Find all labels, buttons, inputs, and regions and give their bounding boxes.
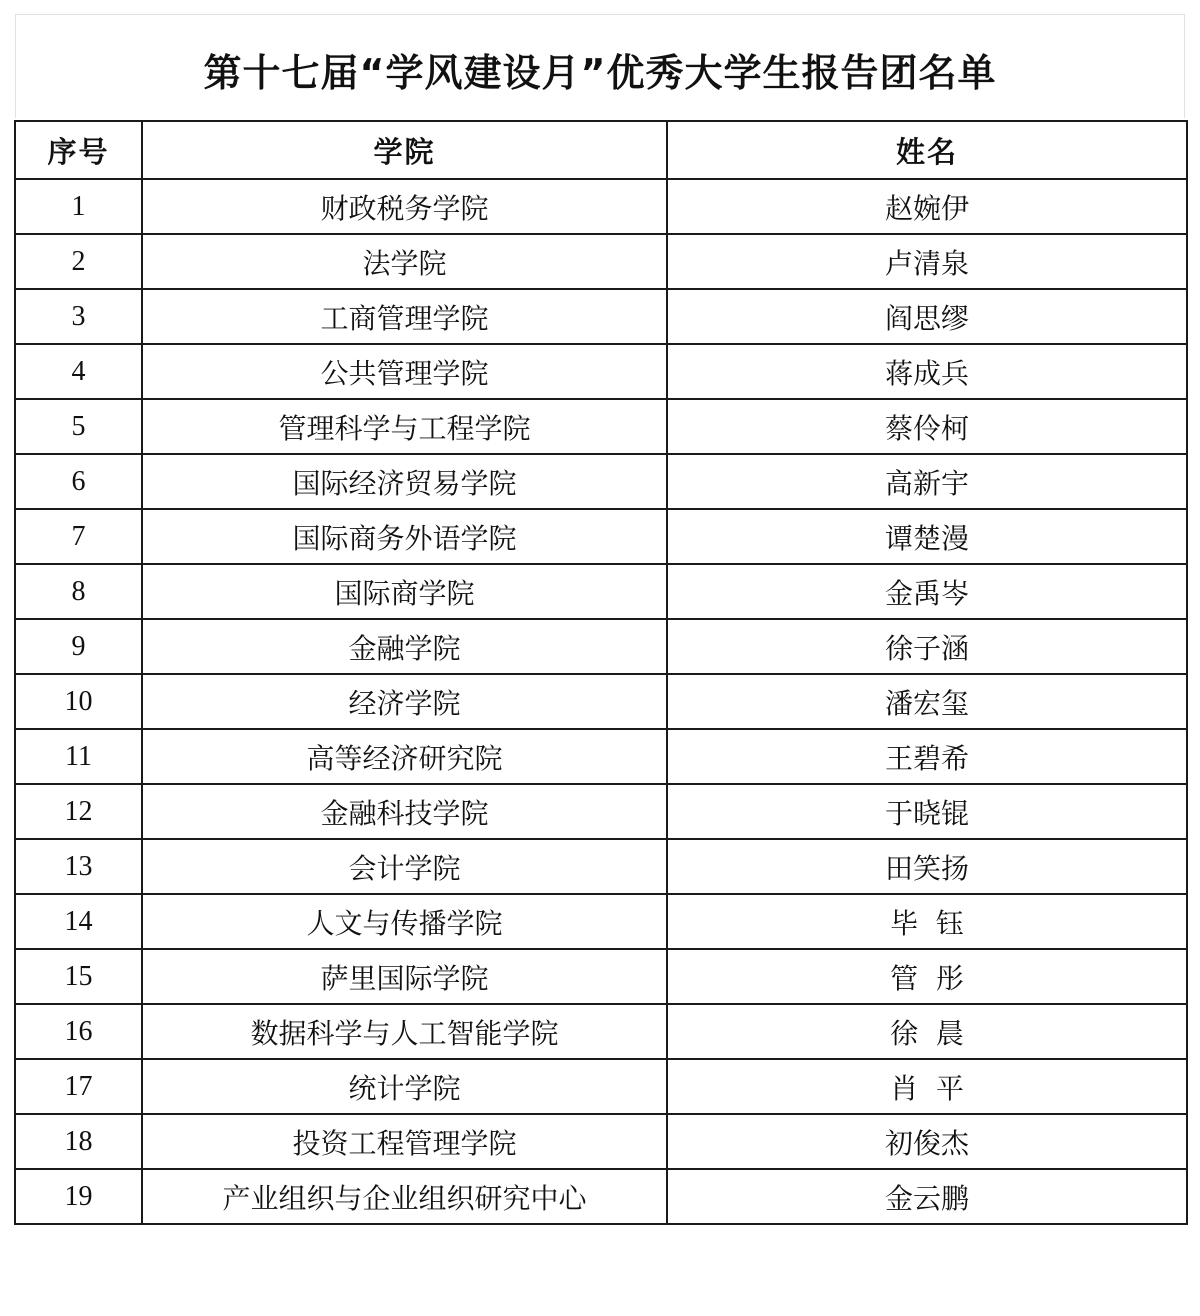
- row-name: 毕 钰: [667, 894, 1187, 949]
- row-number: 4: [15, 344, 142, 399]
- roster-table: [14, 120, 1188, 1225]
- page-title: 第十七届“学风建设月”优秀大学生报告团名单: [203, 51, 997, 95]
- row-college: 投资工程管理学院: [142, 1114, 667, 1169]
- table-row: [15, 509, 1187, 564]
- table-row: [15, 1169, 1187, 1224]
- header-name: 姓名: [667, 121, 1187, 179]
- row-number: 5: [15, 399, 142, 454]
- row-college: 国际商学院: [142, 564, 667, 619]
- row-name: 田笑扬: [667, 839, 1187, 894]
- row-college: 财政税务学院: [142, 179, 667, 234]
- table-row: [15, 729, 1187, 784]
- row-name: 阎思缪: [667, 289, 1187, 344]
- row-college: 产业组织与企业组织研究中心: [142, 1169, 667, 1224]
- row-name: 蒋成兵: [667, 344, 1187, 399]
- table-row: [15, 1004, 1187, 1059]
- row-number: 9: [15, 619, 142, 674]
- table-row: [15, 399, 1187, 454]
- table-row: [15, 674, 1187, 729]
- table-row: [15, 1059, 1187, 1114]
- row-college: 公共管理学院: [142, 344, 667, 399]
- table-row: [15, 619, 1187, 674]
- row-name: 卢清泉: [667, 234, 1187, 289]
- row-college: 法学院: [142, 234, 667, 289]
- row-name: 蔡伶柯: [667, 399, 1187, 454]
- row-name: 王碧希: [667, 729, 1187, 784]
- row-college: 管理科学与工程学院: [142, 399, 667, 454]
- row-college: 经济学院: [142, 674, 667, 729]
- table-row: [15, 839, 1187, 894]
- row-name: 肖 平: [667, 1059, 1187, 1114]
- row-number: 13: [15, 839, 142, 894]
- header-college: 学院: [142, 121, 667, 179]
- table-row: [15, 894, 1187, 949]
- table-row: [15, 454, 1187, 509]
- header-no: 序号: [15, 121, 142, 179]
- row-college: 数据科学与人工智能学院: [142, 1004, 667, 1059]
- title-box: [15, 14, 1185, 118]
- table-row: [15, 234, 1187, 289]
- row-number: 17: [15, 1059, 142, 1114]
- row-number: 16: [15, 1004, 142, 1059]
- row-college: 金融科技学院: [142, 784, 667, 839]
- table-row: [15, 949, 1187, 1004]
- row-name: 谭楚漫: [667, 509, 1187, 564]
- roster-body: [15, 179, 1187, 1224]
- row-number: 10: [15, 674, 142, 729]
- row-number: 6: [15, 454, 142, 509]
- row-college: 国际经济贸易学院: [142, 454, 667, 509]
- row-number: 3: [15, 289, 142, 344]
- row-number: 7: [15, 509, 142, 564]
- row-college: 国际商务外语学院: [142, 509, 667, 564]
- table-row: [15, 784, 1187, 839]
- row-college: 统计学院: [142, 1059, 667, 1114]
- row-college: 会计学院: [142, 839, 667, 894]
- row-name: 徐 晨: [667, 1004, 1187, 1059]
- row-number: 12: [15, 784, 142, 839]
- row-name: 潘宏玺: [667, 674, 1187, 729]
- row-name: 金云鹏: [667, 1169, 1187, 1224]
- row-name: 初俊杰: [667, 1114, 1187, 1169]
- row-name: 高新宇: [667, 454, 1187, 509]
- row-college: 萨里国际学院: [142, 949, 667, 1004]
- row-college: 工商管理学院: [142, 289, 667, 344]
- row-number: 8: [15, 564, 142, 619]
- row-number: 1: [15, 179, 142, 234]
- row-name: 金禹岑: [667, 564, 1187, 619]
- row-number: 15: [15, 949, 142, 1004]
- table-row: [15, 289, 1187, 344]
- row-college: 金融学院: [142, 619, 667, 674]
- row-name: 管 彤: [667, 949, 1187, 1004]
- row-college: 人文与传播学院: [142, 894, 667, 949]
- table-row: [15, 344, 1187, 399]
- row-college: 高等经济研究院: [142, 729, 667, 784]
- table-row: [15, 1114, 1187, 1169]
- row-name: 于晓锟: [667, 784, 1187, 839]
- row-number: 18: [15, 1114, 142, 1169]
- table-row: [15, 179, 1187, 234]
- header-row: [15, 121, 1187, 179]
- row-number: 11: [15, 729, 142, 784]
- row-number: 2: [15, 234, 142, 289]
- table-row: [15, 564, 1187, 619]
- row-name: 徐子涵: [667, 619, 1187, 674]
- row-name: 赵婉伊: [667, 179, 1187, 234]
- row-number: 19: [15, 1169, 142, 1224]
- row-number: 14: [15, 894, 142, 949]
